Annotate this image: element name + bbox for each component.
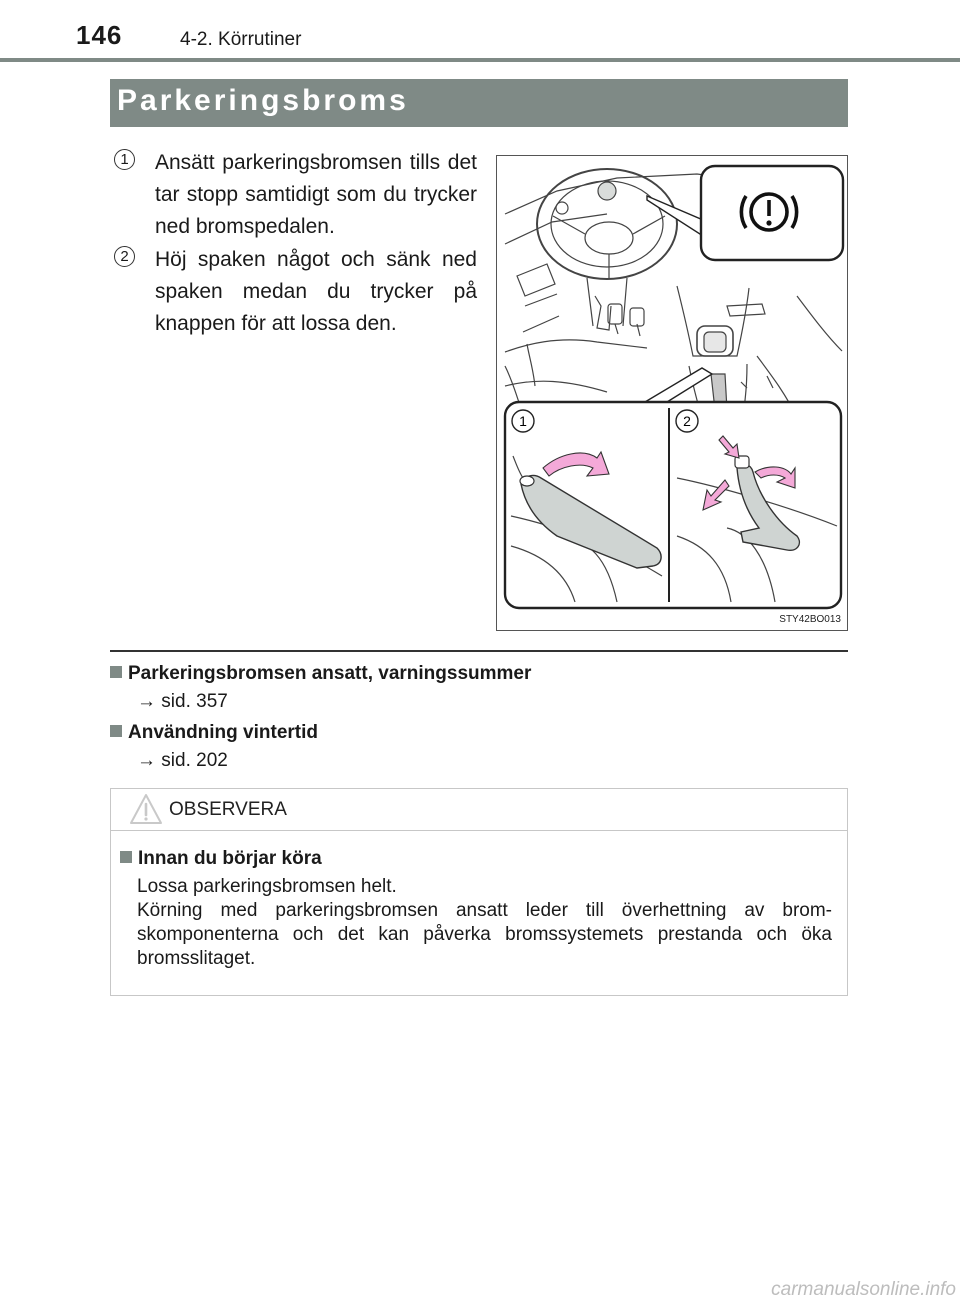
callout-number-2: 2 — [683, 413, 691, 429]
caution-heading — [120, 848, 322, 870]
section-banner — [110, 79, 848, 127]
warning-callout — [701, 166, 843, 260]
note-2-heading — [110, 722, 318, 744]
square-bullet-icon — [110, 666, 122, 678]
note-1-heading — [110, 663, 531, 685]
callout-number-1: 1 — [519, 413, 527, 429]
parking-brake-illustration — [496, 155, 848, 631]
caution-line-2: Körning med parkeringsbromsen ansatt leder till överhettning av bromskomponenterna och det kan påverka bromssystemets prestanda och öka bromsslitaget. — [137, 900, 832, 969]
watermark: carmanualsonline.info — [771, 1279, 956, 1300]
caution-body — [137, 875, 832, 971]
step-text-1: Ansätt parkeringsbromsen tills det tar stopp samtidigt som du trycker ned bromspedalen. — [155, 151, 477, 238]
caution-heading-text: Innan du börjar köra — [138, 848, 322, 869]
note-2-title: Användning vintertid — [128, 722, 318, 743]
note-1-title: Parkeringsbromsen ansatt, varningssummer — [128, 663, 532, 684]
page-number: 146 — [76, 20, 123, 50]
warning-triangle-icon — [129, 792, 163, 826]
figure-code: STY42BO013 — [779, 614, 841, 625]
square-bullet-icon — [120, 851, 132, 863]
caution-line-1: Lossa parkeringsbromsen helt. — [137, 876, 397, 897]
step-2 — [114, 244, 477, 344]
section-divider — [110, 650, 848, 652]
header-rule — [0, 58, 960, 62]
caution-header — [111, 789, 847, 831]
caution-label: OBSERVERA — [169, 799, 287, 820]
step-1 — [114, 147, 477, 247]
note-2-reference[interactable]: → sid. 202 — [137, 750, 228, 771]
caution-box — [110, 788, 848, 996]
step-number-1: 1 — [114, 149, 135, 170]
square-bullet-icon — [110, 725, 122, 737]
illustration-drawing — [497, 156, 847, 630]
section-title: Parkeringsbroms — [117, 84, 409, 117]
step-number-2: 2 — [114, 246, 135, 267]
chapter-title: 4-2. Körrutiner — [180, 29, 302, 50]
step-text-2: Höj spaken något och sänk ned spaken medan du trycker på knappen för att lossa den. — [155, 248, 477, 335]
note-1-reference[interactable]: → sid. 357 — [137, 691, 228, 712]
